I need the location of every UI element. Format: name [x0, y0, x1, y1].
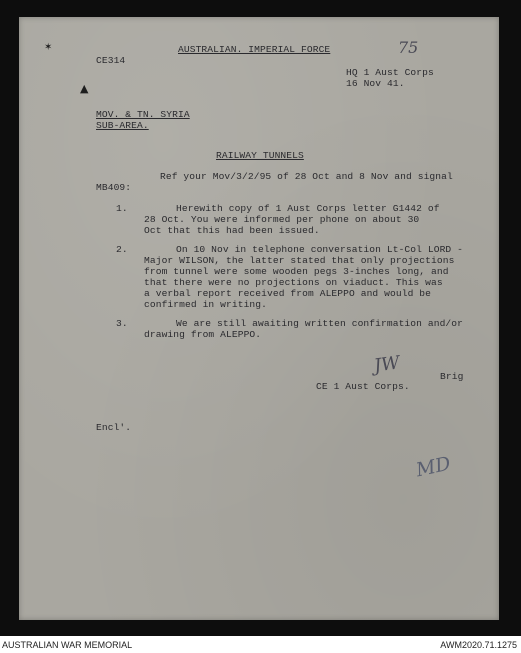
archive-name: AUSTRALIAN WAR MEMORIAL [2, 640, 133, 650]
document-reference: CE314 [96, 55, 126, 66]
paragraph-line: a verbal report received from ALEPPO and would be [144, 288, 432, 299]
paragraph-number: 3. [116, 318, 128, 329]
paragraph-line: On 10 Nov in telephone conversation Lt-Col LORD - [176, 244, 464, 255]
paragraph-number: 2. [116, 244, 128, 255]
document-heading: AUSTRALIAN. IMPERIAL FORCE [178, 44, 331, 55]
paragraph-number: 1. [116, 203, 128, 214]
handwritten-initials: MD [414, 452, 453, 482]
addressee-line: SUB-AREA. [96, 120, 149, 131]
paragraph-line: drawing from ALEPPO. [144, 329, 262, 340]
paragraph-line: We are still awaiting written confirmation and/or [176, 318, 464, 329]
hole-punch-mark: ✶ [44, 42, 53, 53]
signature-block: CE 1 Aust Corps. [316, 381, 410, 392]
reference-line: MB409: [96, 182, 132, 193]
hq-line: HQ 1 Aust Corps [346, 67, 434, 78]
enclosure-note: Encl'. [96, 422, 132, 433]
paragraph-line: Major WILSON, the latter stated that only projections [144, 255, 455, 266]
paragraph-line: confirmed in writing. [144, 299, 268, 310]
archive-reference: AWM2020.71.1275 [440, 640, 517, 650]
signature-rank: Brig [440, 371, 464, 382]
paragraph-line: Herewith copy of 1 Aust Corps letter G1442 of [176, 203, 440, 214]
subject-heading: RAILWAY TUNNELS [216, 150, 304, 161]
handwritten-folio-number: 75 [398, 38, 419, 57]
paragraph-line: Oct that this had been issued. [144, 225, 320, 236]
paragraph-line: from tunnel were some wooden pegs 3-inches long, and [144, 266, 449, 277]
paragraph-line: 28 Oct. You were informed per phone on about 30 [144, 214, 420, 225]
handwritten-signature-initials: JW [372, 352, 402, 377]
document-date: 16 Nov 41. [346, 78, 405, 89]
addressee-line: MOV. & TN. SYRIA [96, 109, 190, 120]
reference-line: Ref your Mov/3/2/95 of 28 Oct and 8 Nov and signal [160, 171, 453, 182]
paragraph-line: that there were no projections on viaduct. This was [144, 277, 443, 288]
hole-punch-mark: ▲ [80, 82, 89, 95]
